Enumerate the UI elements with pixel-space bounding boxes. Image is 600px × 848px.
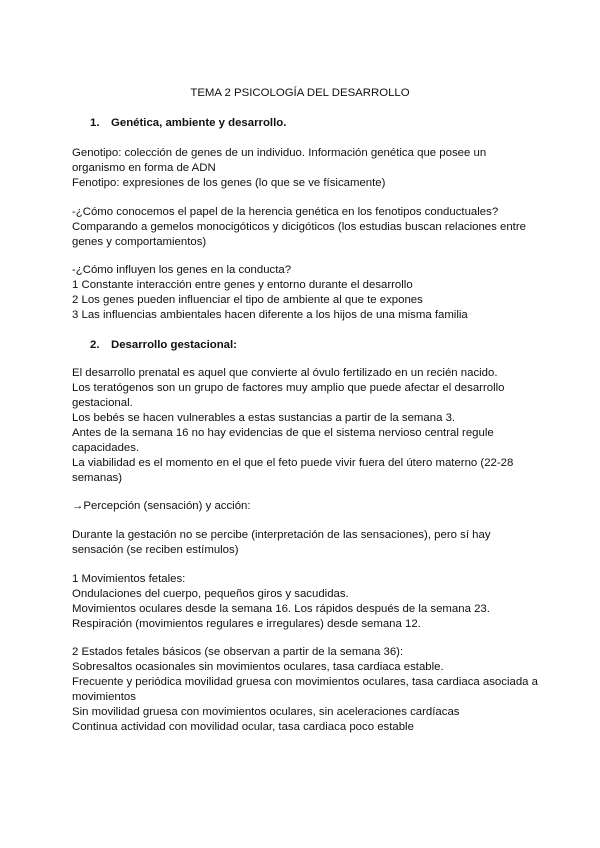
paragraph-line: sensación (se reciben estímulos) bbox=[72, 544, 239, 556]
section-2-number: 2. bbox=[90, 339, 100, 351]
document-title: TEMA 2 PSICOLOGÍA DEL DESARROLLO bbox=[190, 87, 410, 99]
paragraph-line: Comparando a gemelos monocigóticos y dicigóticos (los estudias buscan relaciones entre bbox=[72, 221, 526, 233]
paragraph-line: capacidades. bbox=[72, 442, 140, 454]
paragraph-line: Movimientos oculares desde la semana 16. Los rápidos después de la semana 23. bbox=[72, 603, 490, 615]
paragraph-line: gestacional. bbox=[72, 397, 133, 409]
paragraph-line: Continua actividad con movilidad ocular, tasa cardiaca poco estable bbox=[72, 721, 414, 733]
paragraph-line: -¿Cómo conocemos el papel de la herencia genética en los fenotipos conductuales? bbox=[72, 206, 499, 218]
section-1-number: 1. bbox=[90, 117, 100, 129]
paragraph-line: Genotipo: colección de genes de un individuo. Información genética que posee un bbox=[72, 147, 487, 159]
paragraph-line: Los bebés se hacen vulnerables a estas sustancias a partir de la semana 3. bbox=[72, 412, 456, 424]
paragraph-line: Sobresaltos ocasionales sin movimientos oculares, tasa cardiaca estable. bbox=[72, 661, 444, 673]
paragraph-line: Durante la gestación no se percibe (interpretación de las sensaciones), pero sí hay bbox=[72, 529, 491, 541]
paragraph-line: →Percepción (sensación) y acción: bbox=[72, 500, 251, 512]
paragraph-line: Frecuente y periódica movilidad gruesa con movimientos oculares, tasa cardiaca asociada a bbox=[72, 676, 538, 688]
section-2-heading bbox=[90, 338, 237, 352]
paragraph-line: El desarrollo prenatal es aquel que convierte al óvulo fertilizado en un recién nacido. bbox=[72, 367, 498, 379]
paragraph-line: organismo en forma de ADN bbox=[72, 162, 216, 174]
paragraph-line: 2 Los genes pueden influenciar el tipo de ambiente al que te expones bbox=[72, 294, 423, 306]
paragraph-line: 2 Estados fetales básicos (se observan a partir de la semana 36): bbox=[72, 646, 404, 658]
paragraph-line: Respiración (movimientos regulares e irregulares) desde semana 12. bbox=[72, 618, 421, 630]
paragraph-line: 1 Movimientos fetales: bbox=[72, 573, 186, 585]
section-1-title: Genética, ambiente y desarrollo. bbox=[111, 117, 287, 129]
paragraph-line: Antes de la semana 16 no hay evidencias de que el sistema nervioso central regule bbox=[72, 427, 494, 439]
paragraph-line: Sin movilidad gruesa con movimientos oculares, sin aceleraciones cardíacas bbox=[72, 706, 460, 718]
paragraph-line: genes y comportamientos) bbox=[72, 236, 207, 248]
paragraph-line: La viabilidad es el momento en el que el feto puede vivir fuera del útero materno (22-28 bbox=[72, 457, 514, 469]
section-2-title: Desarrollo gestacional: bbox=[111, 339, 237, 351]
paragraph-line: Ondulaciones del cuerpo, pequeños giros y sacudidas. bbox=[72, 588, 349, 600]
paragraph-line: Los teratógenos son un grupo de factores muy amplio que puede afectar el desarrollo bbox=[72, 382, 505, 394]
paragraph-line: Fenotipo: expresiones de los genes (lo que se ve físicamente) bbox=[72, 177, 386, 189]
section-1-heading bbox=[90, 116, 286, 130]
paragraph-line: 1 Constante interacción entre genes y entorno durante el desarrollo bbox=[72, 279, 413, 291]
paragraph-line: semanas) bbox=[72, 472, 123, 484]
paragraph-line: 3 Las influencias ambientales hacen diferente a los hijos de una misma familia bbox=[72, 309, 468, 321]
paragraph-line: -¿Cómo influyen los genes en la conducta? bbox=[72, 264, 292, 276]
paragraph-line: movimientos bbox=[72, 691, 136, 703]
